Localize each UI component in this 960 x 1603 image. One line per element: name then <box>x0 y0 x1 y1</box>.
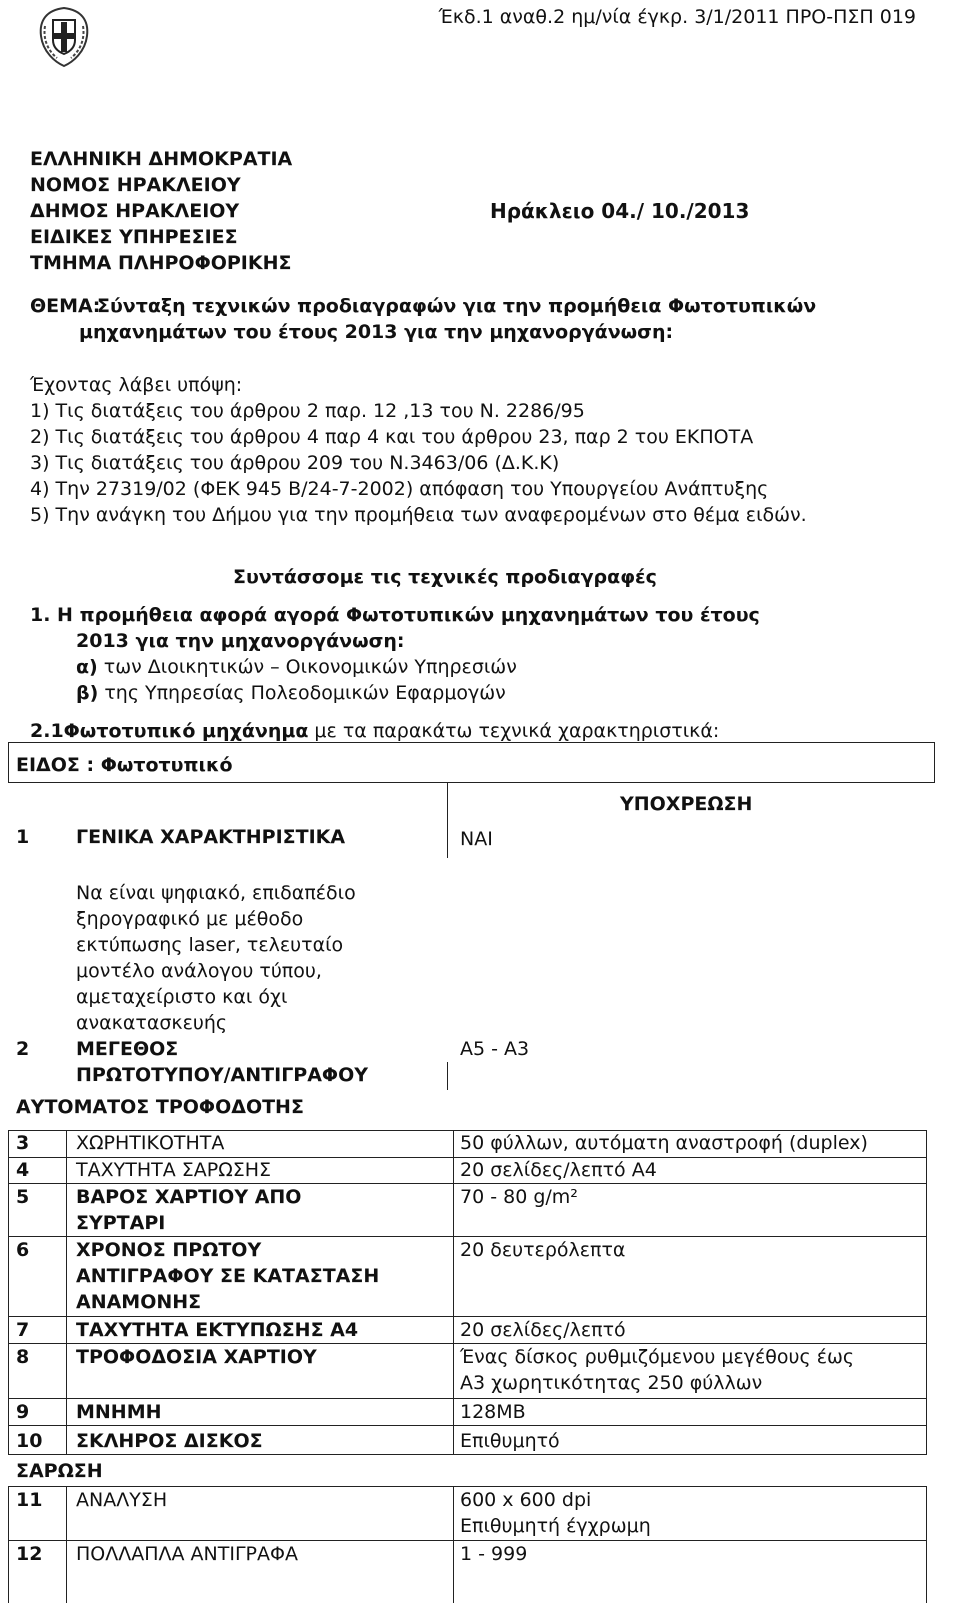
row-title-line: ΜΕΓΕΘΟΣ <box>76 1038 179 1060</box>
row-title-line: ΒΑΡΟΣ ΧΑΡΤΙΟΥ ΑΠΟ <box>76 1186 302 1208</box>
section1-item-a <box>76 654 517 680</box>
row-value: 50 φύλλων, αυτόματη αναστροφή (duplex) <box>460 1132 868 1154</box>
auto-feeder-label: ΑΥΤΟΜΑΤΟΣ ΤΡΟΦΟΔΟΤΗΣ <box>16 1096 304 1118</box>
row-value: 20 δευτερόλεπτα <box>460 1239 626 1261</box>
row-value: ΝΑΙ <box>460 828 493 850</box>
subject-label: ΘΕΜΑ: <box>30 295 101 317</box>
considerations-intro: Έχοντας λάβει υπόψη: <box>30 374 243 396</box>
header-line: ΝΟΜΟΣ ΗΡΑΚΛΕΙΟΥ <box>30 174 241 196</box>
row-value-line: Επιθυμητή έγχρωμη <box>460 1515 651 1537</box>
row1-description <box>76 880 356 1036</box>
table-border <box>8 1425 927 1426</box>
row-value: 128MB <box>460 1401 526 1423</box>
table-border <box>926 1130 927 1455</box>
item-a-text: των Διοικητικών – Οικονομικών Υπηρεσιών <box>97 656 517 678</box>
table-border <box>447 782 448 858</box>
table-border <box>453 1130 454 1455</box>
row-value <box>460 1487 651 1539</box>
row-title: ΧΩΡΗΤΙΚΟΤΗΤΑ <box>76 1132 225 1154</box>
description-line: ανακατασκευής <box>76 1012 228 1034</box>
row-title: ΤΡΟΦΟΔΟΣΙΑ ΧΑΡΤΙΟΥ <box>76 1346 317 1368</box>
table-border <box>8 1454 927 1455</box>
header-line: ΕΛΛΗΝΙΚΗ ΔΗΜΟΚΡΑΤΙΑ <box>30 148 293 170</box>
row-title: ΜΝΗΜΗ <box>76 1401 162 1423</box>
row-number: 8 <box>16 1346 30 1368</box>
row-number: 3 <box>16 1132 30 1154</box>
row-title-line: ΣΥΡΤΑΡΙ <box>76 1212 166 1234</box>
row-number: 12 <box>16 1543 43 1565</box>
greek-coat-of-arms-emblem <box>33 6 95 68</box>
description-line: ξηρογραφικό με μέθοδο <box>76 908 304 930</box>
section1-line-1: 1. Η προμήθεια αφορά αγορά Φωτοτυπικών μηχανημάτων του έτους <box>30 604 760 626</box>
row-value: 70 - 80 g/m² <box>460 1186 578 1208</box>
header-line: ΤΜΗΜΑ ΠΛΗΡΟΦΟΡΙΚΗΣ <box>30 252 292 274</box>
consideration-item: 2) Τις διατάξεις του άρθρου 4 παρ 4 και του άρθρου 23, παρ 2 του ΕΚΠΟΤΑ <box>30 426 754 448</box>
row-title: ΠΟΛΛΑΠΛΑ ΑΝΤΙΓΡΑΦΑ <box>76 1543 298 1565</box>
row-number: 11 <box>16 1489 43 1511</box>
row-title: ΤΑΧΥΤΗΤΑ ΕΚΤΥΠΩΣΗΣ Α4 <box>76 1319 359 1341</box>
table-border <box>8 1486 9 1603</box>
section21-rest: με τα παρακάτω τεχνικά χαρακτηριστικά: <box>308 720 720 742</box>
row-value: A5 - A3 <box>460 1038 530 1060</box>
table-border <box>66 1486 67 1603</box>
section21-heading <box>30 718 719 744</box>
table-border <box>926 1486 927 1603</box>
description-line: εκτύπωσης laser, τελευταίο <box>76 934 344 956</box>
row-title: ΓΕΝΙΚΑ ΧΑΡΑΚΤΗΡΙΣΤΙΚΑ <box>76 826 346 848</box>
item-b-label: β) <box>76 682 99 704</box>
scan-section-label: ΣΑΡΩΣΗ <box>16 1460 103 1482</box>
table-border <box>66 1130 67 1455</box>
row-title: ΑΝΑΛΥΣΗ <box>76 1489 168 1511</box>
obligation-header: ΥΠΟΧΡΕΩΣΗ <box>620 793 753 815</box>
document-code: Έκδ.1 αναθ.2 ημ/νία έγκρ. 3/1/2011 ΠΡΟ-ΠΣΠ 019 <box>438 6 916 28</box>
consideration-item: 1) Τις διατάξεις του άρθρου 2 παρ. 12 ,13 του Ν. 2286/95 <box>30 400 585 422</box>
subject-line-2: μηχανημάτων του έτους 2013 για την μηχανοργάνωση: <box>79 321 674 343</box>
table-border <box>453 1486 454 1603</box>
table-border <box>447 1062 448 1090</box>
row-value-line: 600 x 600 dpi <box>460 1489 592 1511</box>
consideration-item: 3) Τις διατάξεις του άρθρου 209 του Ν.3463/06 (Δ.Κ.Κ) <box>30 452 560 474</box>
row-title-line: ΑΝΑΜΟΝΗΣ <box>76 1291 202 1313</box>
consideration-item: 5) Την ανάγκη του Δήμου για την προμήθεια των αναφερομένων στο θέμα ειδών. <box>30 504 807 526</box>
table-border <box>8 742 9 782</box>
row-value-line: Ένας δίσκος ρυθμιζόμενου μεγέθους έως <box>460 1346 855 1368</box>
row-number: 5 <box>16 1186 30 1208</box>
row-value-line: Α3 χωρητικότητας 250 φύλλων <box>460 1372 763 1394</box>
row-value: 1 - 999 <box>460 1543 528 1565</box>
row-number: 2 <box>16 1038 30 1060</box>
issuer-header <box>30 146 292 276</box>
row-number: 9 <box>16 1401 30 1423</box>
section1-line-2: 2013 για την μηχανοργάνωση: <box>76 630 405 652</box>
item-b-text: της Υπηρεσίας Πολεοδομικών Εφαρμογών <box>98 682 506 704</box>
subject-line-1: Σύνταξη τεχνικών προδιαγραφών για την προμήθεια Φωτοτυπικών <box>97 295 817 317</box>
item-a-label: α) <box>76 656 98 678</box>
row-title: ΤΑΧΥΤΗΤΑ ΣΑΡΩΣΗΣ <box>76 1159 272 1181</box>
row-number: 10 <box>16 1430 43 1452</box>
document-date: Ηράκλειο 04./ 10./2013 <box>490 199 750 223</box>
table-border <box>934 742 935 782</box>
row-title: ΣΚΛΗΡΟΣ ΔΙΣΚΟΣ <box>76 1430 263 1452</box>
row-number: 1 <box>16 826 30 848</box>
description-line: Να είναι ψηφιακό, επιδαπέδιο <box>76 882 356 904</box>
consideration-item: 4) Την 27319/02 (ΦΕΚ 945 Β/24-7-2002) απόφαση του Υπουργείου Ανάπτυξης <box>30 478 769 500</box>
section1-item-b <box>76 680 506 706</box>
table-type-label: ΕΙΔΟΣ : Φωτοτυπικό <box>16 754 233 776</box>
row-title-line: ΑΝΤΙΓΡΑΦΟΥ ΣΕ ΚΑΤΑΣΤΑΣΗ <box>76 1265 380 1287</box>
description-line: μοντέλο ανάλογου τύπου, <box>76 960 322 982</box>
row-value <box>460 1344 854 1396</box>
header-line: ΕΙΔΙΚΕΣ ΥΠΗΡΕΣΙΕΣ <box>30 226 238 248</box>
row-value: 20 σελίδες/λεπτό Α4 <box>460 1159 657 1181</box>
row-title-line: ΠΡΩΤΟΤΥΠΟΥ/ΑΝΤΙΓΡΑΦΟΥ <box>76 1064 368 1086</box>
table-border <box>8 1130 9 1455</box>
row-title-line: ΧΡΟΝΟΣ ΠΡΩΤΟΥ <box>76 1239 262 1261</box>
section21-bold: 2.1Φωτοτυπικό μηχάνημα <box>30 720 309 742</box>
row-value: Επιθυμητό <box>460 1430 560 1452</box>
row-number: 6 <box>16 1239 30 1261</box>
description-line: αμεταχείριστο και όχι <box>76 986 288 1008</box>
header-line: ΔΗΜΟΣ ΗΡΑΚΛΕΙΟΥ <box>30 200 240 222</box>
row-number: 7 <box>16 1319 30 1341</box>
compose-title: Συντάσσομε τις τεχνικές προδιαγραφές <box>233 566 657 588</box>
table-border <box>8 782 935 783</box>
row-title <box>76 1184 301 1236</box>
row-title <box>76 1036 368 1088</box>
row-number: 4 <box>16 1159 30 1181</box>
row-title <box>76 1237 379 1315</box>
table-border <box>8 742 935 743</box>
row-value: 20 σελίδες/λεπτό <box>460 1319 626 1341</box>
